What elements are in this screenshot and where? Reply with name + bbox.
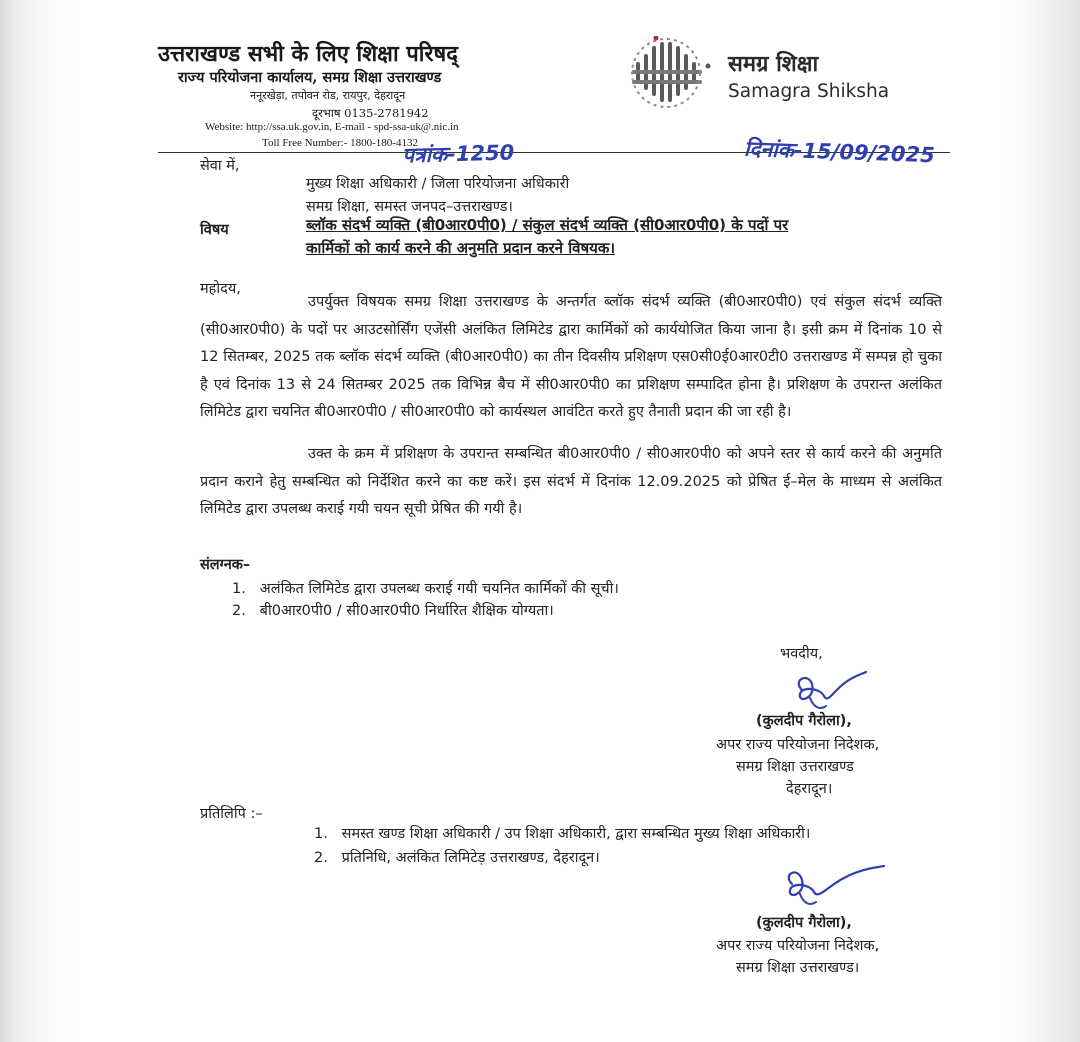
copy-label: प्रतिलिपि :– [200, 806, 263, 822]
recipient-line-1: मुख्य शिक्षा अधिकारी / जिला परियोजना अधिकारी [306, 176, 570, 192]
brand-name-english: Samagra Shiksha [728, 81, 890, 102]
org-phone: दूरभाष 0135-2781942 [312, 106, 429, 120]
salutation: महोदय, [200, 281, 241, 297]
subject-label: विषय [200, 222, 229, 238]
enclosure-item-text: बी0आर0पी0 / सी0आर0पी0 निर्धारित शैक्षिक योग्यता। [259, 603, 554, 619]
copy-item-text: समस्त खण्ड शिक्षा अधिकारी / उप शिक्षा अधिकारी, द्वारा सम्बन्धित मुख्य शिक्षा अधिकारी। [341, 826, 811, 842]
brand-name-hindi: समग्र शिक्षा [728, 52, 819, 77]
copy-item: 2. प्रतिनिधि, अलंकित लिमिटेड़ उत्तराखण्ड, देहरादून। [314, 850, 600, 866]
copy-item: 1. समस्त खण्ड शिक्षा अधिकारी / उप शिक्षा अधिकारी, द्वारा सम्बन्धित मुख्य शिक्षा अधिकारी। [314, 826, 811, 842]
org-address: ननूरखेड़ा, तपोवन रोड, रायपुर, देहरादून [250, 89, 406, 102]
signatory2-title: अपर राज्य परियोजना निदेशक, [716, 938, 880, 954]
samagra-shiksha-logo-icon [628, 36, 718, 116]
subject-line-2: कार्मिकों को कार्य करने की अनुमति प्रदान करने विषयक। [306, 239, 616, 257]
org-title: उत्तराखण्ड सभी के लिए शिक्षा परिषद् [158, 41, 458, 67]
handwritten-date: दिनांक-15/09/2025 [743, 136, 936, 168]
signatory-city: देहरादून। [786, 781, 833, 797]
signatory-title: अपर राज्य परियोजना निदेशक, [716, 737, 880, 753]
paragraph-1: उपर्युक्त विषयक समग्र शिक्षा उत्तराखण्ड के अन्तर्गत ब्लॉक संदर्भ व्यक्ति (बी0आर0पी0) एवं संकुल संदर्भ व्यक्ति (सी0आर0पी0) के पदों पर आउटसोर्सिंग एजेंसी अलंकित लिमिटेड द्वारा कार्मिकों को कार्ययोजित किया जाना है। इसी क्रम में दिनांक 10 से 12 सितम्बर, 2025 तक ब्लॉक संदर्भ व्यक्ति (बी0आर0पी0) का तीन दिवसीय प्रशिक्षण एस0सी0ई0आर0टी0 उत्तराखण्ड में सम्पन्न हो चुका है एवं दिनांक 13 से 24 सितम्बर 2025 तक विभिन्न बैच में सी0आर0पी0 का प्रशिक्षण सम्पादित होना है। प्रशिक्षण के उपरान्त अलंकित लिमिटेड द्वारा चयनित बी0आर0पी0 / सी0आर0पी0 को कार्यस्थल आवंटित करते हुए तैनाती प्रदान की जा रही है। [200, 294, 942, 420]
org-toll-free: Toll Free Number:- 1800-180-4132 [262, 137, 418, 149]
recipient-line-2: समग्र शिक्षा, समस्त जनपद–उत्तराखण्ड। [306, 199, 513, 215]
to-label: सेवा में, [200, 158, 240, 174]
enclosure-label: संलग्नक– [200, 557, 251, 573]
signatory2-name: (कुलदीप गैरोला), [756, 915, 852, 931]
subject-line-1: ब्लॉक संदर्भ व्यक्ति (बी0आर0पी0) / संकुल संदर्भ व्यक्ति (सी0आर0पी0) के पदों पर [306, 216, 789, 234]
handwritten-letter-number: पत्रांक-1250 [401, 140, 515, 168]
closing: भवदीय, [780, 646, 823, 662]
org-subtitle: राज्य परियोजना कार्यालय, समग्र शिक्षा उत्तराखण्ड [178, 69, 442, 86]
signatory-name: (कुलदीप गैरोला), [756, 713, 852, 729]
copy-item-text: प्रतिनिधि, अलंकित लिमिटेड़ उत्तराखण्ड, देहरादून। [341, 850, 600, 866]
signatory-org: समग्र शिक्षा उत्तराखण्ड [736, 759, 854, 775]
enclosure-item-text: अलंकित लिमिटेड द्वारा उपलब्ध कराई गयी चयनित कार्मिकों की सूची। [259, 581, 619, 597]
enclosure-item: 2. बी0आर0पी0 / सी0आर0पी0 निर्धारित शैक्षिक योग्यता। [232, 603, 554, 619]
enclosure-item: 1. अलंकित लिमिटेड द्वारा उपलब्ध कराई गयी चयनित कार्मिकों की सूची। [232, 581, 619, 597]
org-website: Website: http://ssa.uk.gov.in, E-mail - spd-ssa-uk@.nic.in [205, 121, 459, 133]
paragraph-2: उक्त के क्रम में प्रशिक्षण के उपरान्त सम्बन्धित बी0आर0पी0 / सी0आर0पी0 को अपने स्तर से कार्य करने की अनुमति प्रदान कराने हेतु सम्बन्धित को निर्देशित करने का कष्ट करें। इस संदर्भ में दिनांक 12.09.2025 को प्रेषित ई–मेल के माध्यम से अलंकित लिमिटेड द्वारा उपलब्ध कराई गयी चयन सूची प्रेषित की गयी है। [200, 446, 942, 517]
signature-icon [778, 862, 888, 914]
signature-icon [790, 668, 870, 716]
signatory2-org: समग्र शिक्षा उत्तराखण्ड। [736, 960, 860, 976]
